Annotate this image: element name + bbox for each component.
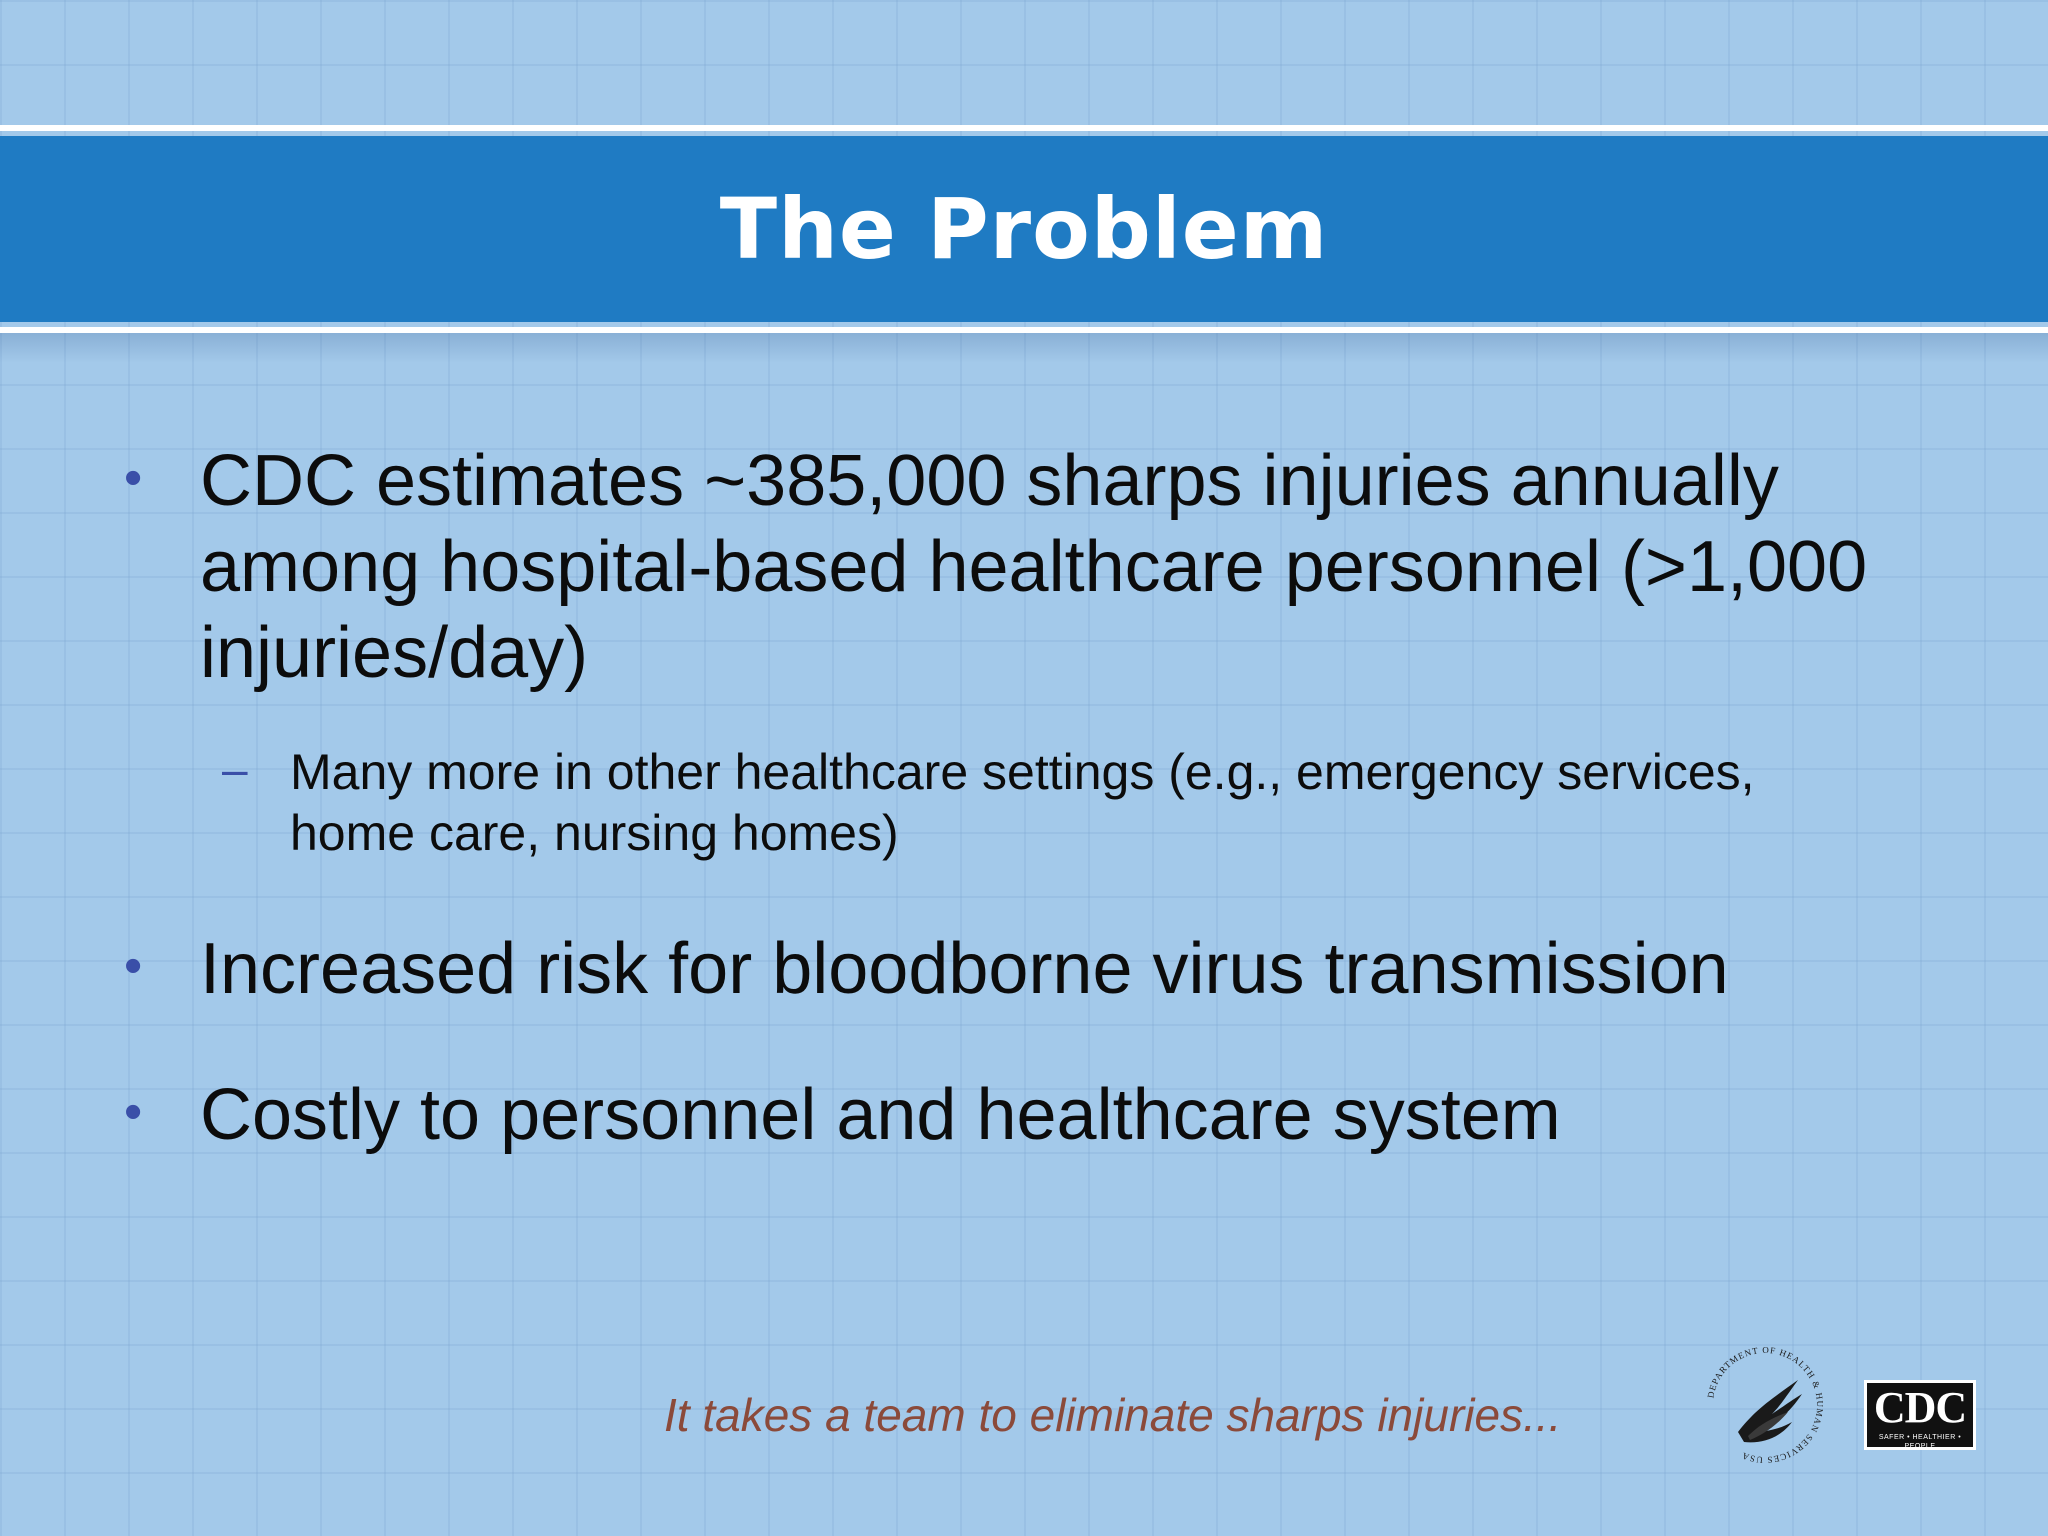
hhs-seal-text: DEPARTMENT OF HEALTH & HUMAN SERVICES USA <box>1705 1344 1826 1466</box>
bullet-text: Increased risk for bloodborne virus transmission <box>200 929 1729 1009</box>
bullet-marker: • <box>124 937 143 995</box>
sub-bullet-marker: – <box>222 743 248 795</box>
bullet-marker: • <box>124 449 143 507</box>
title-band-shadow <box>0 333 2048 363</box>
bullet-text: Costly to personnel and healthcare system <box>200 1075 1561 1155</box>
footer-tagline: It takes a team to eliminate sharps injuries... <box>664 1389 1562 1441</box>
hhs-seal-icon <box>1700 1340 1830 1470</box>
sub-bullet-text: Many more in other healthcare settings (e.g., emergency services, home care, nursing homes) <box>290 744 1755 861</box>
bullet-text: CDC estimates ~385,000 sharps injuries annually among hospital-based healthcare personnel (>1,000 injuries/day) <box>200 441 1868 693</box>
cdc-logo-text: CDC <box>1873 1383 1967 1432</box>
cdc-logo-subtext: SAFER • HEALTHIER • PEOPLE <box>1878 1434 1962 1450</box>
title-band <box>0 136 2048 322</box>
bullet-marker: • <box>124 1083 143 1141</box>
cdc-logo-icon <box>1864 1380 1976 1450</box>
title-band-top-line <box>0 125 2048 131</box>
slide-title: The Problem <box>719 180 1329 278</box>
